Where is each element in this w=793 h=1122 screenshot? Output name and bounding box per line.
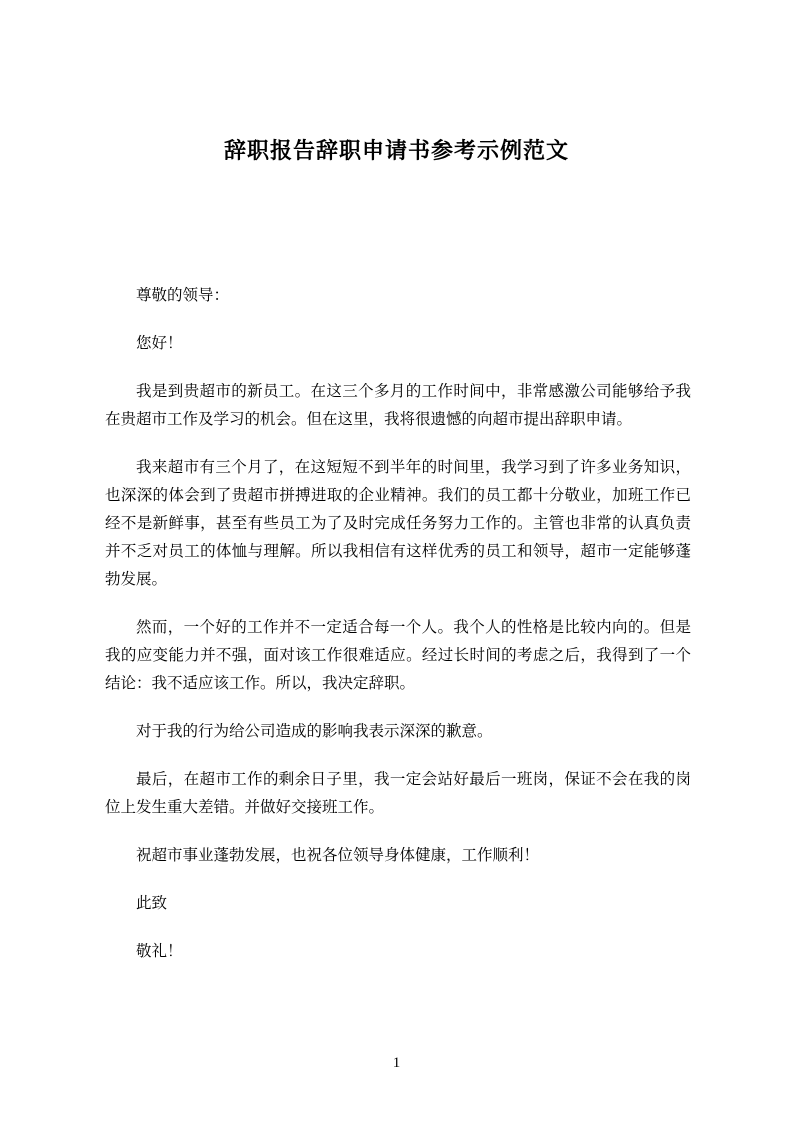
paragraph-closing: 此致 (136, 895, 168, 912)
paragraph-body: 我来超市有三个月了，在这短短不到半年的时间里，我学习到了许多业务知识，也深深的体会到了贵超市拼搏进取的企业精神。我们的员工都十分敬业，加班工作已经不是新鲜事，甚至有些员工为了及时完成任务努力工作的。主管也非常的认真负责并不乏对员工的体恤与理解。所以我相信有这样优秀的员工和领导，超市一定能够蓬勃发展。 (105, 459, 691, 588)
paragraph-body: 然而，一个好的工作并不一定适合每一个人。我个人的性格是比较内向的。但是我的应变能力并不强，面对该工作很难适应。经过长时间的考虑之后，我得到了一个结论：我不适应该工作。所以，我决定辞职。 (105, 619, 691, 692)
paragraph-salutation: 尊敬的领导： (136, 287, 230, 304)
paragraph-wishes: 祝超市事业蓬勃发展，也祝各位领导身体健康，工作顺利！ (136, 847, 540, 864)
document-body (0, 282, 793, 966)
paragraph-salute: 敬礼！ (136, 943, 183, 960)
page-number: 1 (392, 1055, 401, 1071)
paragraph-body: 最后，在超市工作的剩余日子里，我一定会站好最后一班岗，保证不会在我的岗位上发生重大差错。并做好交接班工作。 (105, 771, 691, 816)
paragraph-greeting: 您好！ (136, 335, 183, 352)
paragraph-body: 我是到贵超市的新员工。在这三个多月的工作时间中，非常感激公司能够给予我在贵超市工作及学习的机会。但在这里，我将很遗憾的向超市提出辞职申请。 (105, 383, 691, 428)
document-title: 辞职报告辞职申请书参考示例范文 (223, 138, 569, 163)
paragraph-body: 对于我的行为给公司造成的影响我表示深深的歉意。 (136, 723, 493, 740)
